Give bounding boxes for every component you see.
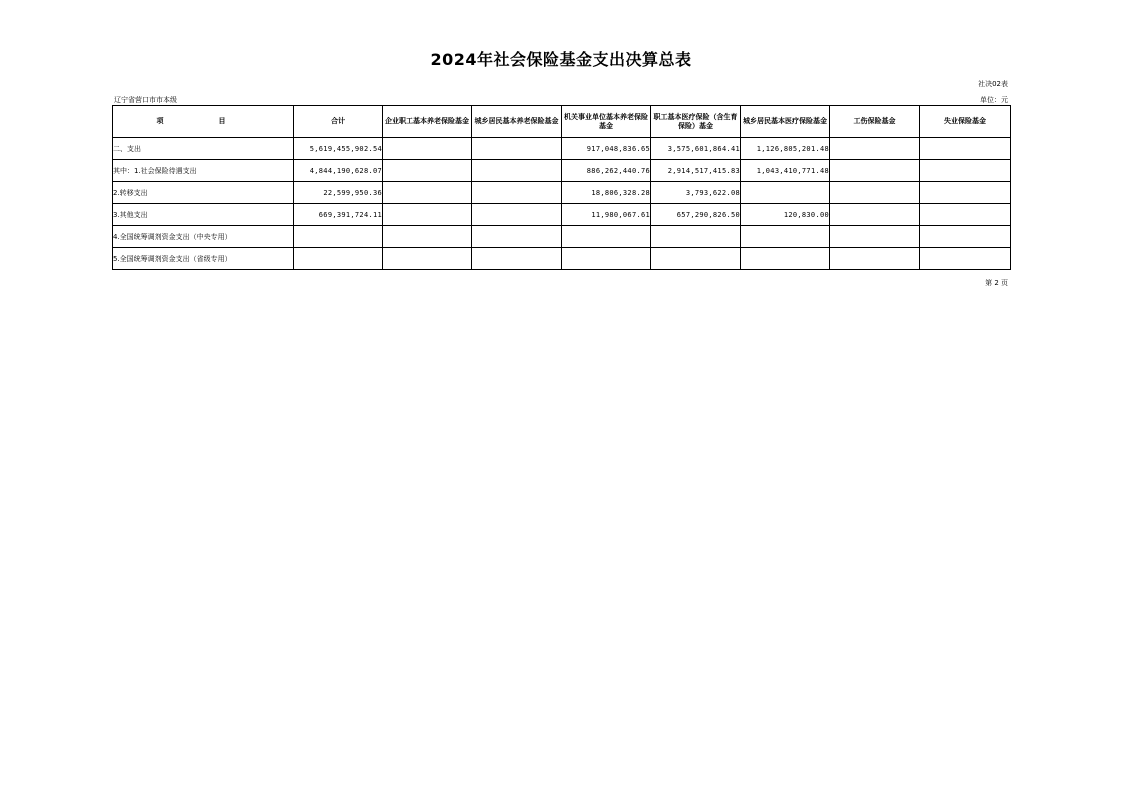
cell-value — [562, 248, 651, 270]
cell-value — [383, 182, 472, 204]
form-code: 社决02表 — [978, 80, 1008, 88]
cell-value — [651, 248, 741, 270]
cell-value: 1,126,805,201.48 — [741, 138, 830, 160]
table-row — [113, 204, 1011, 226]
cell-value: 11,980,067.61 — [562, 204, 651, 226]
col-header-resident-medical: 城乡居民基本医疗保险基金 — [741, 106, 830, 138]
table-row — [113, 182, 1011, 204]
cell-value — [830, 182, 920, 204]
row-label: 其中：1.社会保险待遇支出 — [113, 160, 294, 182]
cell-value — [830, 226, 920, 248]
cell-value — [294, 226, 383, 248]
cell-value — [472, 182, 562, 204]
page-title: 2024年社会保险基金支出决算总表 — [430, 50, 692, 69]
cell-value — [920, 204, 1011, 226]
cell-value — [383, 204, 472, 226]
cell-value: 4,844,190,628.07 — [294, 160, 383, 182]
cell-value — [562, 226, 651, 248]
region-label: 辽宁省营口市市本级 — [114, 96, 177, 104]
cell-value — [920, 138, 1011, 160]
table-row — [113, 248, 1011, 270]
col-header-enterprise-pension: 企业职工基本养老保险基金 — [383, 106, 472, 138]
table-row — [113, 226, 1011, 248]
cell-value — [383, 248, 472, 270]
row-label: 5.全国统筹调剂资金支出（省级专用） — [113, 248, 294, 270]
cell-value — [920, 182, 1011, 204]
cell-value: 657,290,826.50 — [651, 204, 741, 226]
col-header-total: 合计 — [294, 106, 383, 138]
cell-value: 2,914,517,415.83 — [651, 160, 741, 182]
cell-value: 5,619,455,902.54 — [294, 138, 383, 160]
cell-value: 917,048,836.65 — [562, 138, 651, 160]
row-label: 3.其他支出 — [113, 204, 294, 226]
expenditure-table — [112, 105, 1011, 270]
cell-value — [741, 248, 830, 270]
cell-value: 18,806,328.28 — [562, 182, 651, 204]
page-number: 第 2 页 — [985, 279, 1008, 287]
table-row — [113, 138, 1011, 160]
cell-value — [472, 160, 562, 182]
cell-value: 22,599,950.36 — [294, 182, 383, 204]
table-header-row — [113, 106, 1011, 138]
row-label: 2.转移支出 — [113, 182, 294, 204]
cell-value: 886,262,440.76 — [562, 160, 651, 182]
cell-value: 3,793,622.08 — [651, 182, 741, 204]
cell-value — [830, 138, 920, 160]
cell-value — [920, 248, 1011, 270]
cell-value — [920, 160, 1011, 182]
cell-value — [830, 160, 920, 182]
unit-label: 单位：元 — [980, 96, 1008, 104]
cell-value — [472, 226, 562, 248]
cell-value — [741, 182, 830, 204]
cell-value — [830, 204, 920, 226]
cell-value: 1,043,410,771.48 — [741, 160, 830, 182]
col-header-unemployment: 失业保险基金 — [920, 106, 1011, 138]
col-header-employee-medical: 职工基本医疗保险（含生育保险）基金 — [651, 106, 741, 138]
cell-value: 120,830.00 — [741, 204, 830, 226]
cell-value: 3,575,601,864.41 — [651, 138, 741, 160]
cell-value — [472, 204, 562, 226]
cell-value — [472, 138, 562, 160]
col-header-institution-pension: 机关事业单位基本养老保险基金 — [562, 106, 651, 138]
col-header-injury: 工伤保险基金 — [830, 106, 920, 138]
cell-value — [830, 248, 920, 270]
cell-value — [651, 226, 741, 248]
cell-value — [383, 160, 472, 182]
cell-value — [383, 138, 472, 160]
cell-value: 669,391,724.11 — [294, 204, 383, 226]
cell-value — [294, 248, 383, 270]
cell-value — [741, 226, 830, 248]
row-label: 4.全国统筹调剂资金支出（中央专用） — [113, 226, 294, 248]
col-header-item: 项 目 — [113, 106, 294, 138]
cell-value — [472, 248, 562, 270]
cell-value — [383, 226, 472, 248]
cell-value — [920, 226, 1011, 248]
row-label: 二、支出 — [113, 138, 294, 160]
col-header-resident-pension: 城乡居民基本养老保险基金 — [472, 106, 562, 138]
table-row — [113, 160, 1011, 182]
